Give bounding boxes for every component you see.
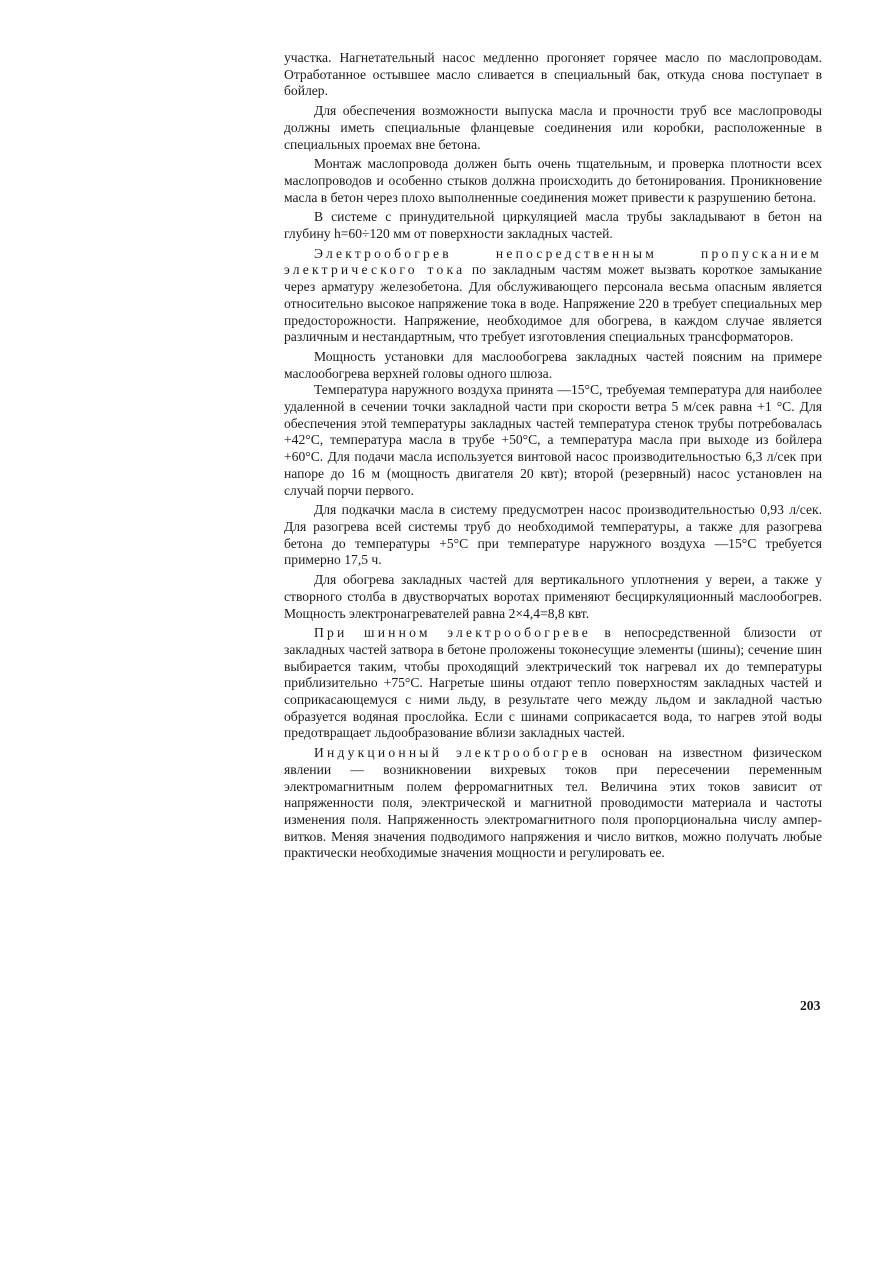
paragraph-3-text: Монтаж маслопровода должен быть очень тщательным, и проверка плотности всех маслопроводов и особенно стыков должна происходить до бетонирования. Проникновение масла в бетон через плохо выполненные соединения может привести к разрушению бетона. bbox=[284, 156, 822, 205]
paragraph-8-text: Для подкачки масла в систему предусмотрен насос производительностью 0,93 л/сек. Для разогрева всей системы труб до необходимой температуры, а также для разогрева бетона до температуры +5°С при температуре наружного воздуха —15°С требуется примерно 17,5 ч. bbox=[284, 502, 822, 568]
paragraph-4 bbox=[284, 209, 822, 242]
paragraph-11 bbox=[284, 745, 822, 862]
paragraph-5 bbox=[284, 246, 822, 346]
paragraph-1 bbox=[284, 50, 822, 100]
paragraph-10 bbox=[284, 625, 822, 742]
paragraph-2 bbox=[284, 103, 822, 153]
paragraph-6-text: Мощность установки для маслообогрева закладных частей поясним на примере маслообогрева верхней головы одного шлюза. bbox=[284, 348, 822, 381]
paragraph-1-text: участка. Нагнетательный насос медленно прогоняет горячее масло по маслопроводам. Отработанное остывшее масло сливается в специальный бак, откуда снова поступает в бойлер. bbox=[284, 50, 822, 99]
paragraph-6 bbox=[284, 349, 822, 382]
paragraph-11-lead: Индукционный электрообогрев bbox=[314, 745, 591, 761]
paragraph-5-text: по закладным частям может вызвать короткое замыкание через арматуру железобетона. Для обслуживающего персонала весьма опасным является относительно высокое напряжение тока в воде. Напряжение 220 в требует специальных мер предосторожности. Напряжение, необходимое для обогрева, в каждом случае является различным и нестандартным, что требует изготовления специальных трансформаторов. bbox=[284, 262, 823, 345]
paragraph-3 bbox=[284, 156, 822, 206]
paragraph-4-text: В системе с принудительной циркуляцией масла трубы закладывают в бетон на глубину h=60÷120 мм от поверхности закладных частей. bbox=[284, 209, 822, 242]
paragraph-9-text: Для обогрева закладных частей для вертикального уплотнения у вереи, а также у створного столба в двустворчатых воротах применяют бесциркуляционный маслообогрев. Мощность электронагревателей равна 2×4,4=8,8 квт. bbox=[284, 572, 822, 621]
body-text bbox=[284, 50, 822, 862]
page-number: 203 bbox=[800, 998, 821, 1013]
paragraph-7-text: Температура наружного воздуха принята —15°С, требуемая температура для наиболее удаленной в сечении точки закладной части при скорости ветра 5 м/сек равна +1 °С. Для обеспечения этой температуры закладных частей температура стенок трубы потребовалась +42°С, температура масла в трубе +50°С, а температура масла при выходе из бойлера +60°С. Для подачи масла используется винтовой насос производительностью 6,3 л/сек при напоре до 16 м (мощность двигателя 20 квт); второй (резервный) насос установлен на случай порчи первого. bbox=[284, 382, 822, 498]
paragraph-10-text: в непосредственной близости от закладных частей затвора в бетоне проложены токонесущие элементы (шины); сечение шин выбирается таким, чтобы проходящий электрический ток нагревал их до температуры приблизительно +75°С. Нагретые шины отдают тепло поверхностям закладных частей и соприкасающемуся с ними льду, в результате чего между льдом и закладной частью образуется водяная прослойка. Если с шинами соприкасается вода, то нагрев этой воды предотвращает льдообразование вблизи закладных частей. bbox=[284, 625, 823, 741]
paragraph-2-text: Для обеспечения возможности выпуска масла и прочности труб все маслопроводы должны иметь специальные фланцевые соединения или коробки, расположенные в специальных проемах вне бетона. bbox=[284, 103, 822, 152]
paragraph-11-text: основан на известном физическом явлении — возникновении вихревых токов при пересечении переменным электромагнитным полем ферромагнитных тел. Величина этих токов зависит от напряженности поля, электрической и магнитной проводимости материала и частоты изменения поля. Напряженность электромагнитного поля пропорциональна числу ампер-витков. Меняя значения подводимого напряжения и число витков, можно получать любые практически необходимые значения мощности и регулировать ее. bbox=[284, 745, 822, 861]
paragraph-10-lead: При шинном электрообогреве bbox=[314, 625, 592, 641]
paragraph-8 bbox=[284, 502, 822, 569]
paragraph-5-lead: Электрообогрев непосредственным пропусканием электрического тока bbox=[284, 245, 822, 278]
paragraph-7 bbox=[284, 382, 822, 499]
paragraph-9 bbox=[284, 572, 822, 622]
